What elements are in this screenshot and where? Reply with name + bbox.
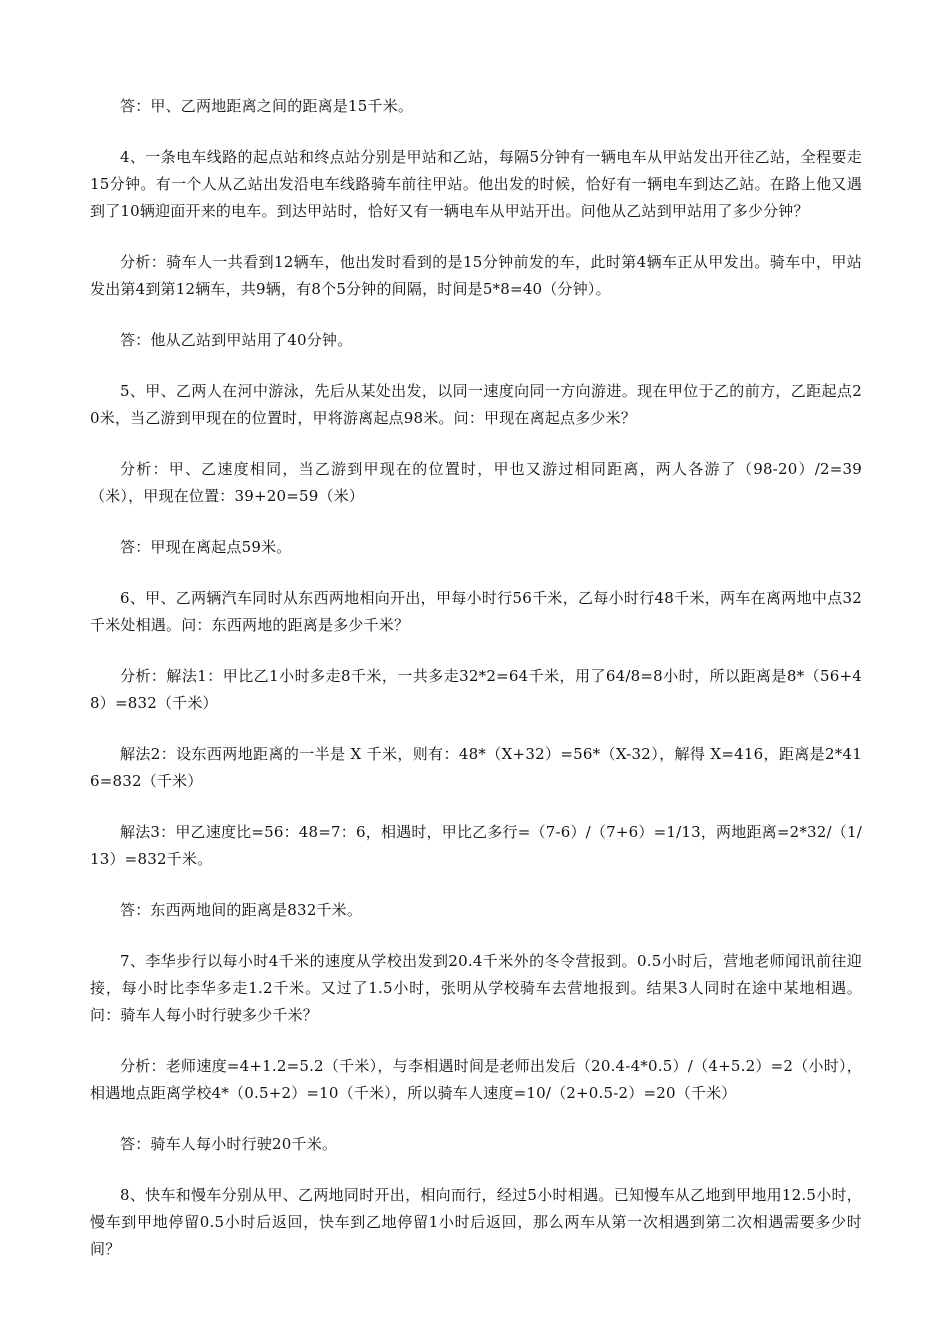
document-page (90, 93, 862, 1287)
question-paragraph: 8、快车和慢车分别从甲、乙两地同时开出，相向而行，经过5小时相遇。已知慢车从乙地到甲地用12.5小时，慢车到甲地停留0.5小时后返回，快车到乙地停留1小时后返回，那么两车从第一次相遇到第二次相遇需要多少时间？ (90, 1186, 862, 1258)
answer-paragraph: 答：他从乙站到甲站用了40分钟。 (120, 331, 353, 349)
question-paragraph: 4、一条电车线路的起点站和终点站分别是甲站和乙站，每隔5分钟有一辆电车从甲站发出开往乙站，全程要走15分钟。有一个人从乙站出发沿电车线路骑车前往甲站。他出发的时候，恰好有一辆电车到达乙站。在路上他又遇到了10辆迎面开来的电车。到达甲站时，恰好又有一辆电车从甲站开出。问他从乙站到甲站用了多少分钟？ (90, 148, 862, 220)
analysis-paragraph: 分析：甲、乙速度相同，当乙游到甲现在的位置时，甲也又游过相同距离，两人各游了（98-20）/2=39（米），甲现在位置：39+20=59（米） (90, 460, 862, 505)
answer-paragraph: 答：骑车人每小时行驶20千米。 (120, 1135, 338, 1153)
analysis-paragraph: 分析：老师速度=4+1.2=5.2（千米），与李相遇时间是老师出发后（20.4-4*0.5）/（4+5.2）=2（小时），相遇地点距离学校4*（0.5+2）=10（千米），所以骑车人速度=10/（2+0.5-2）=20（千米） (90, 1057, 862, 1102)
analysis-paragraph: 分析：骑车人一共看到12辆车，他出发时看到的是15分钟前发的车，此时第4辆车正从甲发出。骑车中，甲站发出第4到第12辆车，共9辆，有8个5分钟的间隔，时间是5*8=40（分钟）。 (90, 253, 862, 298)
question-paragraph: 5、甲、乙两人在河中游泳，先后从某处出发，以同一速度向同一方向游进。现在甲位于乙的前方，乙距起点20米，当乙游到甲现在的位置时，甲将游离起点98米。问：甲现在离起点多少米？ (90, 382, 862, 427)
question-paragraph: 7、李华步行以每小时4千米的速度从学校出发到20.4千米外的冬令营报到。0.5小时后，营地老师闻讯前往迎接，每小时比李华多走1.2千米。又过了1.5小时，张明从学校骑车去营地报到。结果3人同时在途中某地相遇。问：骑车人每小时行驶多少千米？ (90, 952, 862, 1024)
answer-paragraph: 答：东西两地间的距离是832千米。 (120, 901, 363, 919)
solution-paragraph: 解法3：甲乙速度比=56：48=7：6，相遇时，甲比乙多行=（7-6）/（7+6）=1/13，两地距离=2*32/（1/13）=832千米。 (90, 823, 862, 868)
question-paragraph: 6、甲、乙两辆汽车同时从东西两地相向开出，甲每小时行56千米，乙每小时行48千米，两车在离两地中点32千米处相遇。问：东西两地的距离是多少千米？ (90, 589, 862, 634)
analysis-paragraph: 分析：解法1：甲比乙1小时多走8千米，一共多走32*2=64千米，用了64/8=8小时，所以距离是8*（56+48）=832（千米） (90, 667, 862, 712)
answer-paragraph: 答：甲现在离起点59米。 (120, 538, 292, 556)
solution-paragraph: 解法2：设东西两地距离的一半是 X 千米，则有：48*（X+32）=56*（X-32），解得 X=416，距离是2*416=832（千米） (90, 745, 862, 790)
answer-paragraph: 答：甲、乙两地距离之间的距离是15千米。 (120, 97, 414, 115)
